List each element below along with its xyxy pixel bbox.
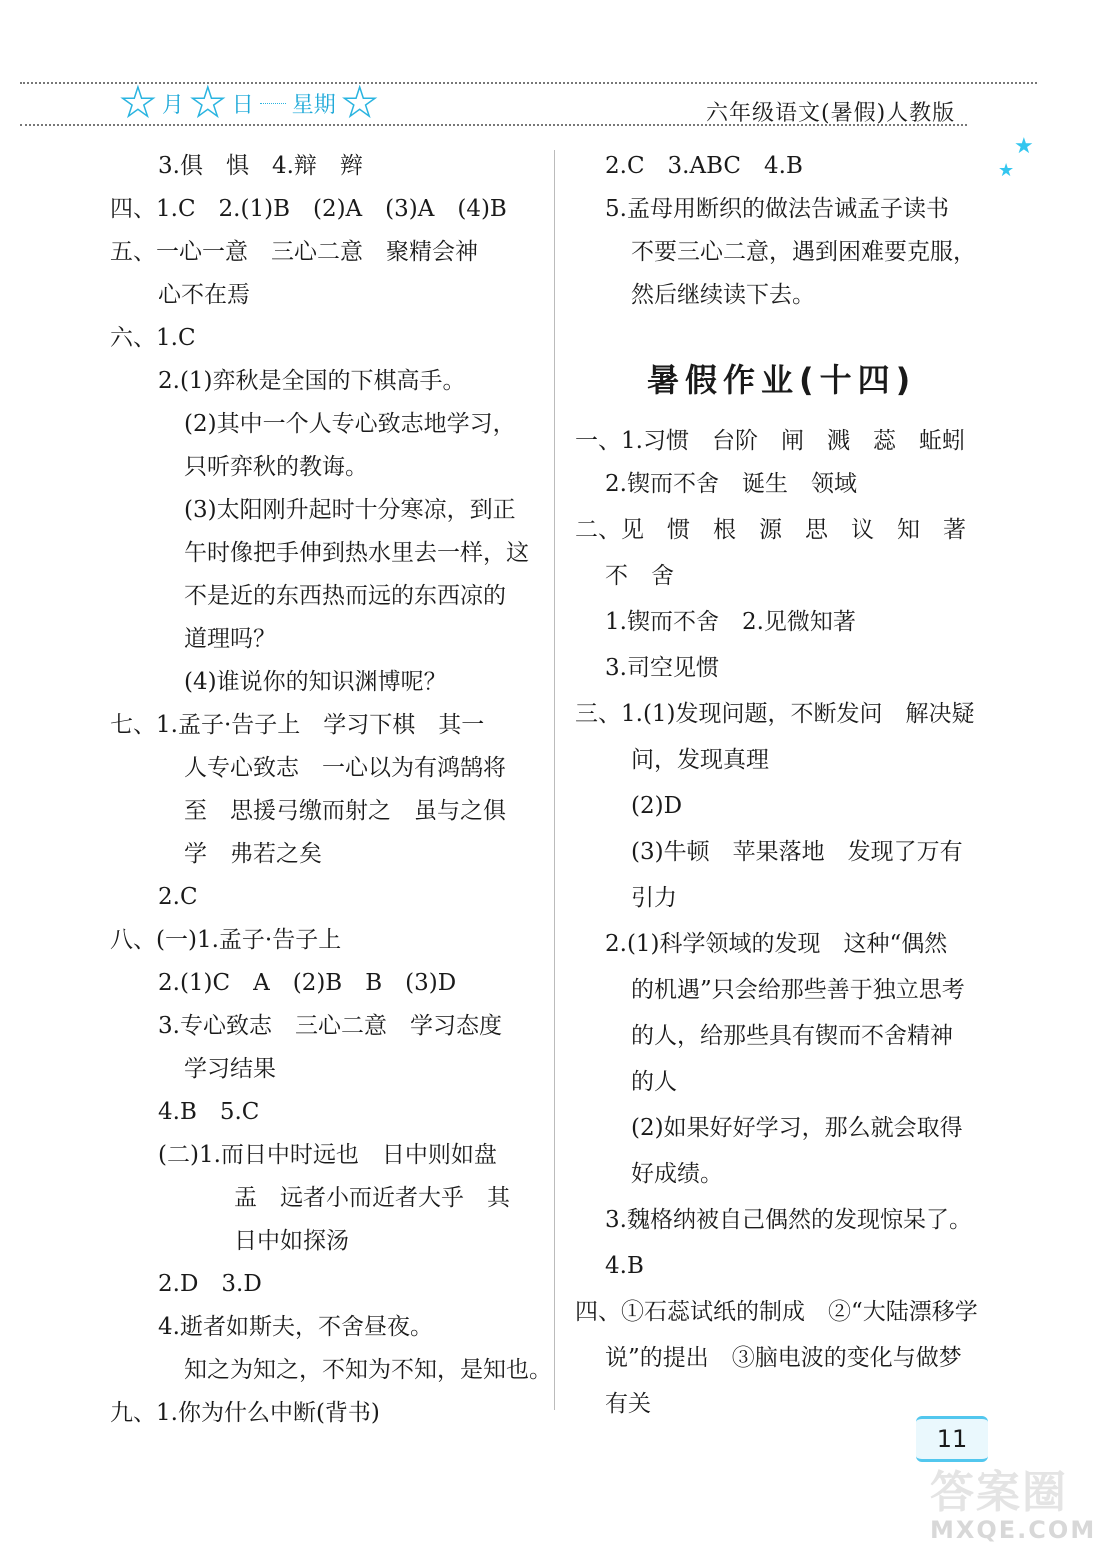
- answer-line: 人专心致志 一心以为有鸿鹄将: [184, 755, 506, 781]
- answer-line: 午时像把手伸到热水里去一样，这: [184, 540, 529, 566]
- answer-line: (2)如果好好学习，那么就会取得: [631, 1115, 963, 1141]
- answer-line: 三、1.(1)发现问题，不断发问 解决疑: [575, 701, 975, 727]
- star-icon: ★: [189, 80, 226, 126]
- blank-line: [260, 103, 286, 104]
- book-title: 六年级语文(暑假)人教版: [706, 101, 956, 126]
- day-label: 日: [231, 92, 254, 118]
- answer-line: 4.B 5.C: [158, 1099, 260, 1125]
- answer-line: 2.(1)C A (2)B B (3)D: [158, 970, 457, 996]
- answer-line: 说”的提出 ③脑电波的变化与做梦: [605, 1345, 962, 1371]
- answer-line: 一、1.习惯 台阶 闸 溅 蕊 蚯蚓: [575, 428, 965, 454]
- answer-line: 的人: [631, 1069, 677, 1095]
- answer-line: 六、1.C: [110, 325, 196, 351]
- month-label: 月: [161, 92, 184, 118]
- decorative-star-icon: ★: [1014, 134, 1034, 159]
- answer-line: 好成绩。: [631, 1161, 723, 1187]
- answer-line: 日中如探汤: [234, 1228, 349, 1254]
- answer-line: 五、一心一意 三心二意 聚精会神: [110, 239, 478, 265]
- answer-line: 至 思援弓缴而射之 虽与之俱: [184, 798, 506, 824]
- answer-line: 3.专心致志 三心二意 学习态度: [158, 1013, 502, 1039]
- star-icon: ★: [341, 80, 378, 126]
- answer-line: 2.D 3.D: [158, 1271, 262, 1297]
- watermark: [930, 1456, 1096, 1544]
- answer-line: 七、1.孟子·告子上 学习下棋 其一: [110, 712, 485, 738]
- answer-line: 2.锲而不舍 诞生 领域: [605, 471, 857, 497]
- answer-line: 知之为知之，不知为不知，是知也。: [184, 1357, 552, 1383]
- column-divider: [554, 150, 555, 1410]
- answer-line: 四、①石蕊试纸的制成 ②“大陆漂移学: [575, 1299, 978, 1325]
- answer-line: (4)谁说你的知识渊博呢？: [184, 669, 447, 695]
- answer-line: 学习结果: [184, 1056, 276, 1082]
- answer-line: 九、1.你为什么中断(背书): [110, 1400, 380, 1426]
- answer-line: 只听弈秋的教诲。: [184, 454, 368, 480]
- answer-line: (3)太阳刚升起时十分寒凉，到正: [184, 497, 516, 523]
- weekday-label: 星期: [291, 92, 336, 118]
- answer-line: 4.逝者如斯夫，不舍昼夜。: [158, 1314, 433, 1340]
- watermark-url: MXQE.COM: [930, 1516, 1097, 1544]
- answer-line: 的机遇”只会给那些善于独立思考: [631, 977, 965, 1003]
- answer-line: 2.C: [158, 884, 198, 910]
- answer-line: (3)牛顿 苹果落地 发现了万有: [631, 839, 963, 865]
- answer-line: 2.(1)弈秋是全国的下棋高手。: [158, 368, 466, 394]
- answer-line: 不 舍: [605, 563, 674, 589]
- answer-line: 3.俱 惧 4.辩 辫: [158, 153, 363, 179]
- answer-line: 四、1.C 2.(1)B (2)A (3)A (4)B: [110, 196, 507, 222]
- watermark-logo-text: 答案圈: [930, 1467, 1068, 1518]
- answer-line: 引力: [631, 885, 677, 911]
- answer-line: (2)其中一个人专心致志地学习，: [184, 411, 516, 437]
- answer-line: 二、见 惯 根 源 思 议 知 著: [575, 517, 966, 543]
- answer-line: 1.锲而不舍 2.见微知著: [605, 609, 856, 635]
- answer-line: 盂 远者小而近者大乎 其: [234, 1185, 510, 1211]
- answer-line: 2.C 3.ABC 4.B: [605, 153, 803, 179]
- answer-line: 然后继续读下去。: [631, 282, 815, 308]
- answer-line: 3.司空见惯: [605, 655, 719, 681]
- star-icon: ★: [120, 80, 156, 126]
- answer-line: 3.魏格纳被自己偶然的发现惊呆了。: [605, 1207, 972, 1233]
- answer-line: (2)D: [631, 793, 683, 819]
- answer-line: 的人，给那些具有锲而不舍精神: [631, 1023, 953, 1049]
- page-number: 11: [916, 1416, 988, 1462]
- answer-line: 学 弗若之矣: [184, 841, 322, 867]
- answer-line: 道理吗？: [184, 626, 276, 652]
- answer-line: (二)1.而日中时远也 日中则如盘: [158, 1142, 497, 1168]
- answer-line: 2.(1)科学领域的发现 这种“偶然: [605, 931, 948, 957]
- date-field: [120, 80, 378, 126]
- answer-line: 不是近的东西热而远的东西凉的: [184, 583, 506, 609]
- answer-line: 5.孟母用断织的做法告诫孟子读书: [605, 196, 949, 222]
- answer-line: 八、(一)1.孟子·告子上: [110, 927, 342, 953]
- answer-line: 4.B: [605, 1253, 644, 1279]
- answer-line: 心不在焉: [158, 282, 250, 308]
- section-title: 暑假作业(十四): [647, 361, 917, 399]
- decorative-star-icon: ★: [998, 160, 1015, 181]
- answer-line: 问，发现真理: [631, 747, 769, 773]
- answer-line: 不要三心二意，遇到困难要克服，: [631, 239, 976, 265]
- answer-line: 有关: [605, 1391, 651, 1417]
